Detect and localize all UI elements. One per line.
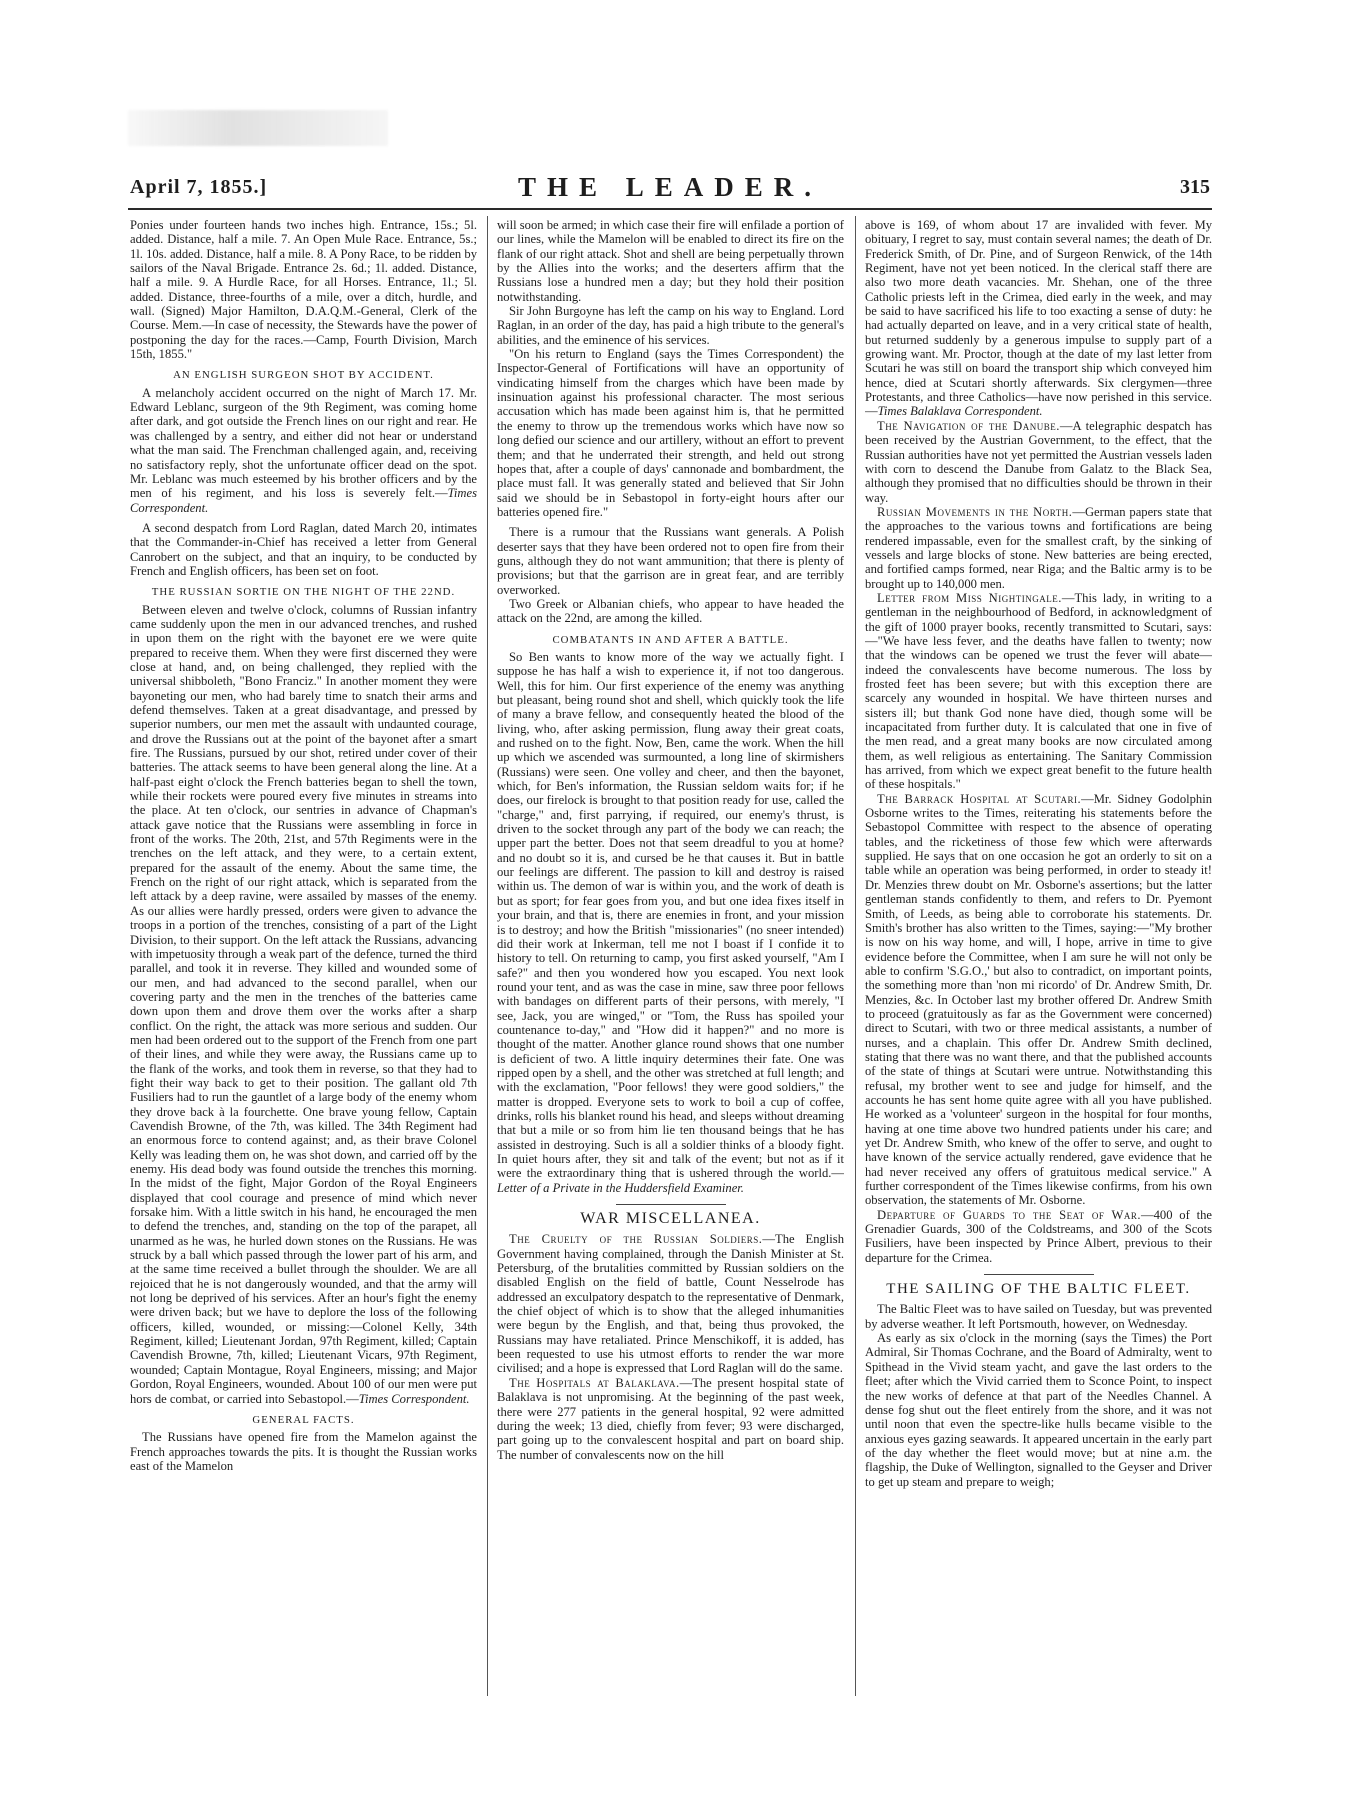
section-rule: [616, 1204, 726, 1205]
section-heading: WAR MISCELLANEA.: [580, 1210, 761, 1228]
page-number: 315: [1180, 176, 1210, 198]
source-credit: Letter of a Private in the Huddersfield Examiner.: [497, 1180, 744, 1195]
paragraph-lead: The Navigation of the Danube.: [877, 418, 1060, 433]
article-paragraph: The Navigation of the Danube.—A telegraphic despatch has been received by the Austrian Government, to the effect, that the Russian authorities have not yet permitted the Austrian vessels laden with corn to descend the Danube from Galatz to the Black Sea, although they promised that no difficulties should be thrown in their way.: [865, 418, 1212, 505]
article-paragraph: will soon be armed; in which case their fire will enfilade a portion of our lines, while the Mamelon will be enabled to direct its fire on the flank of our right attack. Shot and shell are being perpetually thrown by the Allies into the works; and the deserters affirm that the Russians lose a hundred men a day; but they hold their position notwithstanding.: [497, 218, 844, 304]
source-credit: Times Correspondent.: [130, 486, 477, 515]
article-paragraph: So Ben wants to know more of the way we actually fight. I suppose he has half a wish to experience it, if not too dangerous. Well, this for him. Our first experience of the enemy was anything but pleasant, being round shot and shell, which quickly took the life of many a brave fellow, and consequently heated the blood of the living, who, after asking permission, flung away their great coats, and rushed on to the fight. Now, Ben, came the work. When the hill up which we ascended was surmounted, a long line of skirmishers (Russians) were seen. One volley and cheer, and then the bayonet, which, for Ben's information, the Russian seldom waits for; if he does, our firelock is brought to that position ready for use, called the "charge," and, first parrying, if required, our enemy's thrust, is driven to the socket through any part of the body we can reach; the upper part the better. Does not that seem dreadful to you at home? and no doubt so it is, and cursed be he that causes it. But in battle our feelings are different. The passion to kill and destroy is raised within us. The demon of war is within you, and the work of death is but as sport; for fear goes from you, and but one idea fixes itself in your brain, and that is, there are enemies in front, and your mission is to destroy; and how the British "missionaries" (no sneer intended) did their work at Inkerman, tell me not I boast if I confide it to history to tell. On returning to camp, you first asked yourself, "Am I safe?" and then you wondered how you escaped. You next look round your tent, and as was the case in mine, saw three poor fellows with bandages on different parts of their persons, with merely, "I see, Jack, you are winged," or "Tom, the Russ has spoiled your countenance to-day," and "How did it happen?" and no more is thought of the matter. Another glance round shows that one number is deficient of two. A little inquiry determines their fate. One was ripped open by a shell, and the other was stretched at full length; and with the exclamation, "Poor fellows! they were good soldiers," the matter is dropped. Everyone sets to work to boil a cup of coffee, drinks, rolls his blanket round his head, and sleeps without dreaming that but a mile or so from him lie ten thousand beings that he has assisted in destroying. Such is all a soldier thinks of a bloody fight. In quiet hours after, they sit and talk of the event; but not as if it were the extraordinary thing that is ushered through the world.—Letter of a Private in the Huddersfield Examiner.: [497, 649, 844, 1195]
article-heading: COMBATANTS IN AND AFTER A BATTLE.: [552, 633, 789, 646]
paragraph-lead: The Cruelty of the Russian Soldiers.: [509, 1232, 763, 1247]
header-rule: [128, 208, 1212, 210]
article-paragraph: There is a rumour that the Russians want generals. A Polish deserter says that they have been ordered not to open fire from their guns, although they do not want ammunition; that there is plenty of provisions; but that the garrison are in great fear, and are terribly overworked.: [497, 525, 844, 597]
column-3: [865, 218, 1212, 1698]
paragraph-lead: The Barrack Hospital at Scutari.: [877, 791, 1082, 806]
source-credit: Times Balaklava Correspondent.: [877, 404, 1043, 419]
article-paragraph: Letter from Miss Nightingale.—This lady, in writing to a gentleman in the neighbourhood of Bedford, in acknowledgment of the gift of 1000 prayer books, recently transmitted to Scutari, says:—"We have less fever, and the deaths have fallen to twenty; now that the windows can be opened we trust the fever will abate—indeed the convalescents have become numerous. The loss by frosted feet has been severe; but with this exception there are scarcely any wounded in hospital. We have thirteen nurses and sisters ill; but thank God none have died, though some will be incapacitated from further duty. It is calculated that one in five of the men read, and a great many books are now circulated among them, as well religious as entertaining. The Sanitary Commission has arrived, from which we expect great benefit to the future health of these hospitals.": [865, 590, 1212, 792]
newspaper-title: THE LEADER.: [517, 172, 823, 202]
article-paragraph: The Baltic Fleet was to have sailed on Tuesday, but was prevented by adverse weather. It left Portsmouth, however, on Wednesday.: [865, 1302, 1212, 1331]
article-paragraph: The Hospitals at Balaklava.—The present hospital state of Balaklava is not unpromising. At the beginning of the past week, there were 277 patients in the general hospital, 92 were admitted during the week; 13 died, chiefly from fever; 93 were discharged, part going up to the convalescent hospital and part on board ship. The number of convalescents now on the hill: [497, 1375, 844, 1462]
source-credit: Times Correspondent.: [358, 1391, 470, 1406]
article-paragraph: Between eleven and twelve o'clock, columns of Russian infantry came suddenly upon the men in our advanced trenches, and rushed in upon them on the right with the bayonet ere we were quite prepared to receive them. When they were first discerned they were close at hand, and, on being challenged, they replied with the universal shibboleth, "Bono Franciz." In another moment they were bayoneting our men, who had barely time to snatch their arms and defend themselves. Taken at a great disadvantage, and pressed by superior numbers, our men met the assault with undaunted courage, and drove the Russians out at the point of the bayonet after a smart fire. The Russians, pursued by our shot, retired under cover of their batteries. The attack seems to have been general along the line. At a half-past eight o'clock the French batteries began to shell the town, while their rockets were poured every five minutes in streams into the place. At ten o'clock, our sentries in advance of Chapman's attack gave notice that the Russians were assembling in force in front of the works. The 20th, 21st, and 57th Regiments were in the trenches on the left attack, and they were, to a certain extent, prepared for the assault of the enemy. About the same time, the French on the right of our right attack, which is separated from the left attack by a deep ravine, were assailed by masses of the enemy. As our allies were hardly pressed, orders were given to advance the troops in a portion of the trenches, consisting of a part of the Light Division, to their support. On the left attack the Russians, advancing with impetuosity through a weak part of the defence, turned the third parallel, and took it in reverse. They killed and wounded some of our men, and had advanced to the second parallel, when our covering party and the men in the trenches of the batteries came down upon them and drove them over the works after a sharp conflict. On the right, the attack was more serious and sudden. Our men had been ordered out to the support of the French from one part of their lines, and while they were away, the Russians came up to the flank of the works, and took them in reverse, so that they had to fight their way back to get to their position. The gallant old 7th Fusiliers had to run the gauntlet of a large body of the enemy whom they drove back à la fourchette. One brave young fellow, Captain Cavendish Browne, of the 7th, was killed. The 34th Regiment had an enormous force to contend against; and, as their brave Colonel Kelly was leading them on, he was shot down, and carried off by the enemy. His dead body was found outside the trenches this morning. In the midst of the fight, Major Gordon of the Royal Engineers displayed that cool courage and presence of mind which never forsake him. With a little switch in his hand, he encouraged the men to defend the trenches, and, standing on the top of the parapet, all unarmed as he was, he hurled down stones on the Russians. He was struck by a ball which passed through the lower part of his arm, and at the same time received a bullet through the shoulder. We are all rejoiced that he is not dangerously wounded, and that the army will not long be deprived of his services. After an hour's fight the enemy were driven back; but we have to deplore the loss of the following officers, killed, wounded, or missing:—Colonel Kelly, 34th Regiment, killed; Lieutenant Jordan, 97th Regiment, killed; Captain Cavendish Browne, 7th, killed; Lieutenant Vicars, 97th Regiment, wounded; Captain Montague, Royal Engineers, missing; and Major Gordon, Royal Engineers, wounded. About 100 of our men were put hors de combat, or carried into Sebastopol.—Times Correspondent.: [130, 602, 477, 1406]
article-paragraph: The Cruelty of the Russian Soldiers.—The English Government having complained, through the Danish Minister at St. Petersburg, of the brutalities committed by Russian soldiers on the disabled English on the field of battle, Count Nesselrode has addressed an exculpatory despatch to the representative of Denmark, the chief object of which is to show that the alleged inhumanities were begun by the English, and that, being thus provoked, the Russians may have retaliated. Prince Menschikoff, it is added, has been requested to use his utmost efforts to render the war more civilised; and a hope is expressed that Lord Raglan will do the same.: [497, 1232, 844, 1376]
article-paragraph: A melancholy accident occurred on the night of March 17. Mr. Edward Leblanc, surgeon of the 9th Regiment, was coming home after dark, and got outside the French lines on our right and rear. He was challenged by a sentry, and either did not hear or understand what the man said. The Frenchman challenged again, and, receiving no satisfactory reply, shot the unfortunate officer dead on the spot. Mr. Leblanc was much esteemed by his brother officers and by the men of his regiment, and his loss is severely felt.—Times Correspondent.: [130, 385, 477, 515]
article-paragraph: A second despatch from Lord Raglan, dated March 20, intimates that the Commander-in-Chief has received a letter from General Canrobert on the subject, and that an inquiry, to be conducted by French and English officers, has been set on foot.: [130, 520, 477, 578]
article-heading: GENERAL FACTS.: [252, 1413, 355, 1426]
column-1: [130, 218, 477, 1698]
article-paragraph: The Russians have opened fire from the Mamelon against the French approaches towards the pits. It is thought the Russian works east of the Mamelon: [130, 1430, 477, 1473]
paragraph-lead: Departure of Guards to the Seat of War.: [877, 1207, 1142, 1222]
article-paragraph: Russian Movements in the North.—German papers state that the approaches to the various towns and fortifications are being rendered impassable, even for the smallest craft, by the sinking of vessels and large blocks of stone. New batteries are being erected, and fortified camps formed, near Riga; and the Baltic army is to be brought up to 140,000 men.: [865, 504, 1212, 591]
article-heading: THE RUSSIAN SORTIE ON THE NIGHT OF THE 22ND.: [151, 586, 456, 599]
column-2: [497, 218, 844, 1698]
masthead: [130, 172, 1210, 204]
section-rule: [984, 1274, 1094, 1275]
article-paragraph: above is 169, of whom about 17 are invalided with fever. My obituary, I regret to say, must contain several names; the death of Dr. Frederick Smith, of Dr. Pine, and of Surgeon Renwick, of the 14th Regiment, have not yet been noticed. In the clerical staff there are also two more death vacancies. Mr. Shehan, one of the three Catholic priests left in the Crimea, died early in the week, and may be said to have sacrificed his life to too exacting a sense of duty: he had actually departed on leave, and in a very critical state of health, but returned suddenly by a generous impulse to supply part of a growing want. Mr. Proctor, though at the date of my last letter from Scutari he was still on board the transport ship which conveyed him hence, died at Scutari shortly afterwards. Six clergymen—three Protestants, and three Catholics—have now perished in this service.—Times Balaklava Correspondent.: [865, 218, 1212, 419]
column-divider: [855, 216, 856, 1696]
article-paragraph: Sir John Burgoyne has left the camp on his way to England. Lord Raglan, in an order of the day, has paid a high tribute to the general's abilities, and the eminence of his services.: [497, 304, 844, 347]
paragraph-lead: Russian Movements in the North.: [877, 504, 1073, 519]
article-paragraph: "On his return to England (says the Times Correspondent) the Inspector-General of Fortifications will have an opportunity of vindicating himself from the charges which have been made by insinuation against his professional character. The most serious accusation which has made been against him is, that he permitted the enemy to throw up the tremendous works which have now so long defied our science and our artillery, without an effort to prevent them; and that he underrated their strength, and held out strong hopes that, after a couple of days' cannonade and bombardment, the place must fall. It was generally stated and believed that Sir John said we should be in Sebastopol in forty-eight hours after our batteries opened fire.": [497, 347, 844, 519]
article-heading: AN ENGLISH SURGEON SHOT BY ACCIDENT.: [173, 369, 434, 382]
column-divider: [487, 216, 488, 1696]
scan-smudge: [128, 110, 388, 146]
section-heading: THE SAILING OF THE BALTIC FLEET.: [886, 1281, 1191, 1298]
article-paragraph: Departure of Guards to the Seat of War.—400 of the Grenadier Guards, 300 of the Coldstreams, and 300 of the Scots Fusiliers, have been inspected by Prince Albert, previous to their departure for the Crimea.: [865, 1207, 1212, 1265]
paragraph-lead: The Hospitals at Balaklava.: [509, 1375, 680, 1390]
article-paragraph: As early as six o'clock in the morning (says the Times) the Port Admiral, Sir Thomas Cochrane, and the Board of Admiralty, went to Spithead in the Vivid steam yacht, and gave the last orders to the fleet; after which the Vivid carried them to Sconce Point, to inspect the new works of defence at that part of the Needles Channel. A dense fog shut out the fleet entirely from the shore, and it was not until noon that even the spectre-like hulls became visible to the anxious eyes gazing seawards. It appeared uncertain in the early part of the day whether the fleet would move; but at nine a.m. the flagship, the Duke of Wellington, signalled to the Geyser and Driver to get up steam and prepare to weigh;: [865, 1331, 1212, 1489]
paragraph-lead: Letter from Miss Nightingale.: [877, 590, 1062, 605]
issue-date: April 7, 1855.]: [130, 176, 268, 198]
race-program-paragraph: Ponies under fourteen hands two inches high. Entrance, 15s.; 5l. added. Distance, half a mile. 7. An Open Mule Race. Entrance, 5s.; 1l. 10s. added. Distance, half a mile. 8. A Pony Race, to be ridden by sailors of the Naval Brigade. Entrance 2s. 6d.; 1l. added. Distance, half a mile. 9. A Hurdle Race, for all Horses. Entrance, 1l.; 5l. added. Distance, three-fourths of a mile, over a ditch, hurdle, and wall. (Signed) Major Hamilton, D.A.Q.M.-General, Clerk of the Course. Mem.—In case of necessity, the Stewards have the power of postponing the day for the races.—Camp, Fourth Division, March 15th, 1855.": [130, 218, 477, 362]
article-paragraph: The Barrack Hospital at Scutari.—Mr. Sidney Godolphin Osborne writes to the Times, reiterating his statements before the Sebastopol Committee with respect to the absence of operating tables, and the ricketiness of those few which were afterwards supplied. He says that on one occasion he got an orderly to sit on a table while an operation was being performed, in order to steady it! Dr. Menzies threw doubt on Mr. Osborne's assertions; but the latter gentleman stands confidently to them, and refers to Dr. Pyemont Smith, of Leeds, as being able to corroborate his statements. Dr. Smith's brother has also written to the Times, saying:—"My brother is now on his way home, and will, I hope, arrive in time to give evidence before the Committee, when I am sure he will not only be able to confirm 'S.G.O.,' but also to contradict, on important points, the something more than 'non mi ricordo' of Dr. Andrew Smith, Dr. Menzies, &c. In October last my brother offered Dr. Andrew Smith to proceed (gratuitously as far as the Government were concerned) direct to Scutari, with two or three medical assistants, a number of nurses, and a chaplain. This offer Dr. Andrew Smith declined, stating that there was no want there, and that the published accounts of the state of things at Scutari were untrue. Notwithstanding this refusal, my brother went to see and judge for himself, and the accounts he has sent home quite agree with all you have published. He worked as a 'volunteer' surgeon in the hospital for four months, having at one time above two hundred patients under his care; and yet Dr. Andrew Smith, who knew of the offer to serve, and ought to have known of the service actually rendered, gave evidence that he had never received any offers of gratuitous medical service." A further correspondent of the Times likewise confirms, from his own observation, the statements of Mr. Osborne.: [865, 791, 1212, 1208]
article-paragraph: Two Greek or Albanian chiefs, who appear to have headed the attack on the 22nd, are among the killed.: [497, 596, 844, 626]
